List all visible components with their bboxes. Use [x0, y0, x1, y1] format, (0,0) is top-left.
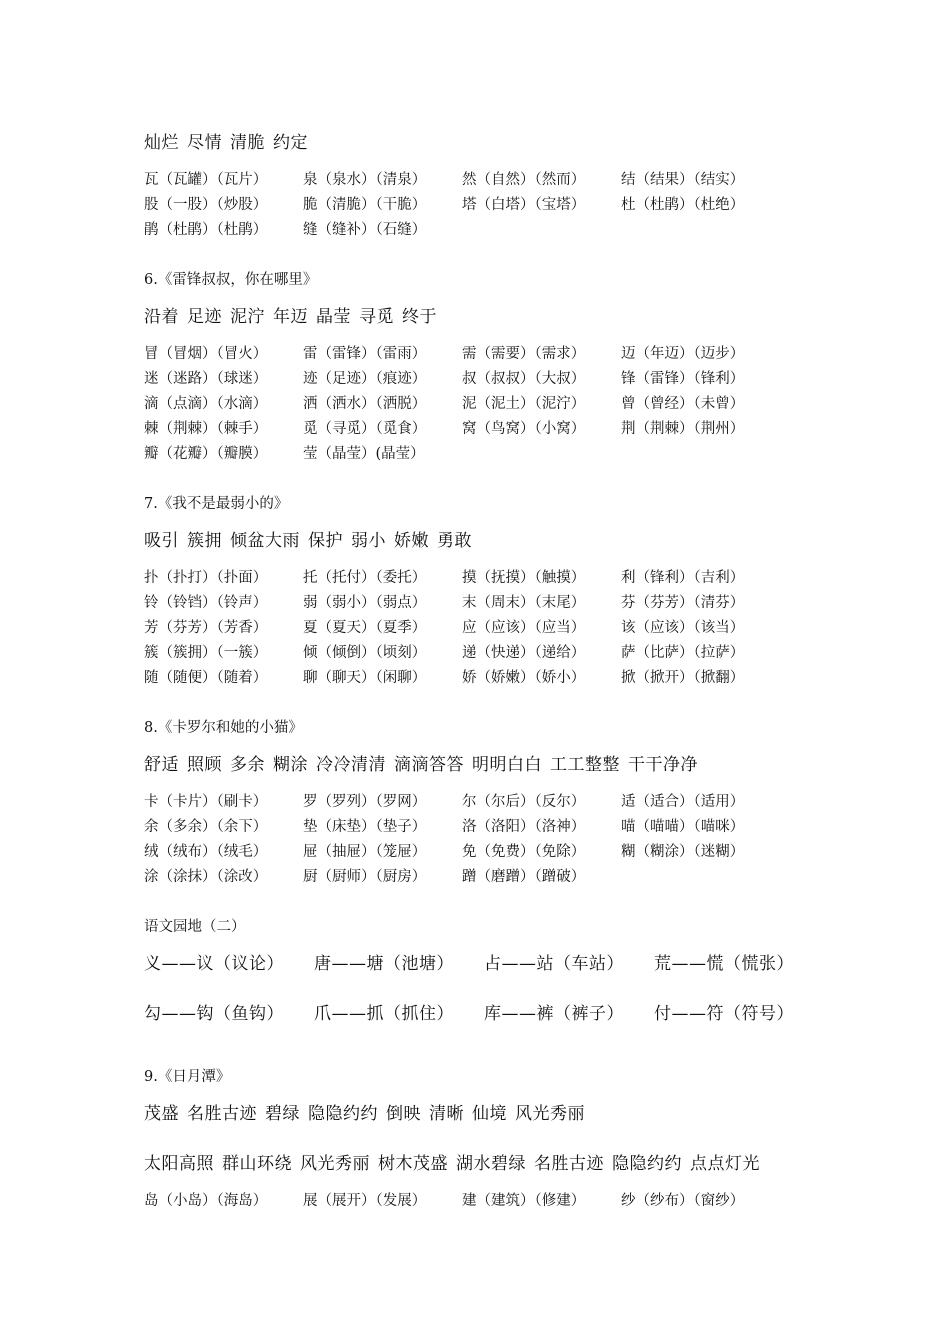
vocab-word: 吸引 [144, 531, 179, 551]
char-row [144, 666, 780, 687]
vocab-word: 仙境 [472, 1104, 507, 1124]
char-entry: 免（免费）（免除） [462, 844, 586, 860]
vocab-words-s9 [144, 1099, 593, 1124]
char-entry: 雷（雷锋）（雷雨） [303, 346, 427, 362]
section-title: 7.《我不是最弱小的》 [144, 496, 289, 512]
vocab-word: 风光秀丽 [300, 1154, 370, 1174]
char-entry: 聊（聊天）（闲聊） [303, 670, 427, 686]
char-entry: 托（托付）（委托） [303, 570, 427, 586]
vocab-word: 名胜古迹 [187, 1104, 257, 1124]
char-row [144, 790, 780, 811]
vocab-word: 尽情 [187, 133, 222, 153]
char-entry: 瓣（花瓣）（瓣膜） [144, 446, 268, 462]
char-entry: 瓦（瓦罐）（瓦片） [144, 172, 268, 188]
char-row [144, 1189, 780, 1210]
vocab-word: 簇拥 [187, 531, 222, 551]
char-entry: 卡（卡片）（刷卡） [144, 794, 268, 810]
char-entry: 纱（纱布）（窗纱） [621, 1193, 745, 1209]
char-entry: 泥（泥土）（泥泞） [462, 396, 586, 412]
vocab-word: 茂盛 [144, 1104, 179, 1124]
garden-row [144, 949, 824, 974]
char-row [144, 442, 462, 463]
char-entry: 需（需要）（需求） [462, 346, 586, 362]
char-entry: 塔（白塔）（宝塔） [462, 197, 586, 213]
char-entry: 绒（绒布）（绒毛） [144, 844, 268, 860]
char-entry: 岛（小岛）（海岛） [144, 1193, 268, 1209]
char-entry: 洛（洛阳）（洛神） [462, 819, 586, 835]
vocab-word: 泥泞 [230, 307, 265, 327]
vocab-word: 勇敢 [437, 531, 472, 551]
char-entry: 迷（迷路）（球迷） [144, 371, 268, 387]
char-entry: 洒（洒水）（洒脱） [303, 396, 427, 412]
char-entry: 结（结果）（结实） [621, 172, 745, 188]
char-entry: 厨（厨师）（厨房） [303, 869, 427, 885]
char-entry: 展（展开）（发展） [303, 1193, 427, 1209]
char-entry: 然（自然）（然而） [462, 172, 586, 188]
char-entry: 铃（铃铛）（铃声） [144, 595, 268, 611]
char-entry: 罗（罗列）（罗网） [303, 794, 427, 810]
vocab-word: 沿着 [144, 307, 179, 327]
vocab-word: 太阳高照 [144, 1154, 214, 1174]
char-entry: 杜（杜鹃）（杜绝） [621, 197, 745, 213]
char-row [144, 566, 780, 587]
char-entry: 摸（抚摸）（触摸） [462, 570, 586, 586]
vocab-word: 风光秀丽 [515, 1104, 585, 1124]
vocab-word: 多余 [230, 755, 265, 775]
char-entry: 泉（泉水）（清泉） [303, 172, 427, 188]
vocab-word: 隐隐约约 [308, 1104, 378, 1124]
vocab-word: 群山环绕 [222, 1154, 292, 1174]
char-row [144, 218, 462, 239]
vocab-word: 滴滴答答 [394, 755, 464, 775]
char-entry: 曾（曾经）（未曾） [621, 396, 745, 412]
char-entry: 莹（晶莹）(晶莹） [303, 446, 425, 462]
char-pair: 义——议（议论） [144, 954, 284, 974]
char-entry: 应（应该）（应当） [462, 620, 586, 636]
char-entry: 娇（娇嫩）（娇小） [462, 670, 586, 686]
char-entry: 屉（抽屉）（笼屉） [303, 844, 427, 860]
char-row [144, 840, 780, 861]
vocab-word: 碧绿 [265, 1104, 300, 1124]
phrase-words-s9 [144, 1149, 768, 1174]
vocab-word: 工工整整 [550, 755, 620, 775]
char-row [144, 367, 780, 388]
char-entry: 夏（夏天）（夏季） [303, 620, 427, 636]
vocab-word: 舒适 [144, 755, 179, 775]
char-pair: 勾——钩（鱼钩） [144, 1004, 284, 1024]
char-entry: 建（建筑）（修建） [462, 1193, 586, 1209]
vocab-word: 倾盆大雨 [230, 531, 300, 551]
vocab-word: 约定 [273, 133, 308, 153]
garden-row [144, 999, 824, 1024]
section-title: 6.《雷锋叔叔，你在哪里》 [144, 272, 318, 288]
section-title: 8.《卡罗尔和她的小猫》 [144, 720, 303, 736]
vocab-word: 照顾 [187, 755, 222, 775]
vocab-word: 晶莹 [316, 307, 351, 327]
vocab-word: 娇嫩 [394, 531, 429, 551]
vocab-word: 年迈 [273, 307, 308, 327]
char-row [144, 417, 780, 438]
vocab-word: 寻觅 [359, 307, 394, 327]
vocab-word: 干干净净 [628, 755, 698, 775]
char-entry: 蹭（磨蹭）（蹭破） [462, 869, 586, 885]
vocab-word: 名胜古迹 [534, 1154, 604, 1174]
char-entry: 股（一股）（炒股） [144, 197, 268, 213]
char-entry: 簇（簇拥）（一簇） [144, 645, 268, 661]
char-entry: 滴（点滴）（水滴） [144, 396, 268, 412]
char-pair: 唐——塘（池塘） [314, 954, 454, 974]
char-row [144, 392, 780, 413]
char-entry: 掀（掀开）（掀翻） [621, 670, 745, 686]
char-entry: 倾（倾倒）（顷刻） [303, 645, 427, 661]
section-title: 语文园地（二） [144, 919, 246, 935]
char-row [144, 641, 780, 662]
char-entry: 喵（喵喵）（喵咪） [621, 819, 745, 835]
vocab-word: 保护 [308, 531, 343, 551]
char-entry: 芳（芬芳）（芳香） [144, 620, 268, 636]
char-entry: 棘（荆棘）（棘手） [144, 421, 268, 437]
char-entry: 涂（涂抹）（涂改） [144, 869, 268, 885]
char-entry: 适（适合）（适用） [621, 794, 745, 810]
char-row [144, 193, 780, 214]
char-pair: 爪——抓（抓住） [314, 1004, 454, 1024]
vocab-word: 隐隐约约 [612, 1154, 682, 1174]
section-title: 9.《日月潭》 [144, 1069, 231, 1085]
vocab-word: 灿烂 [144, 133, 179, 153]
char-row [144, 616, 780, 637]
char-entry: 利（锋利）（吉利） [621, 570, 745, 586]
char-entry: 弱（弱小）（弱点） [303, 595, 427, 611]
char-entry: 荆（荆棘）（荆州） [621, 421, 745, 437]
char-row [144, 815, 780, 836]
char-row [144, 865, 621, 886]
vocab-words-s8 [144, 750, 706, 775]
vocab-word: 清脆 [230, 133, 265, 153]
char-entry: 该（应该）（该当） [621, 620, 745, 636]
char-entry: 末（周末）（末尾） [462, 595, 586, 611]
char-entry: 尔（尔后）（反尔） [462, 794, 586, 810]
vocab-word: 湖水碧绿 [456, 1154, 526, 1174]
char-entry: 扑（扑打）（扑面） [144, 570, 268, 586]
char-entry: 余（多余）（余下） [144, 819, 268, 835]
vocab-word: 点点灯光 [690, 1154, 760, 1174]
vocab-word: 冷冷清清 [316, 755, 386, 775]
char-row [144, 591, 780, 612]
vocab-word: 糊涂 [273, 755, 308, 775]
char-pair: 付——符（符号） [654, 1004, 794, 1024]
char-entry: 芬（芬芳）（清芬） [621, 595, 745, 611]
vocab-word: 明明白白 [472, 755, 542, 775]
vocab-word: 终于 [402, 307, 437, 327]
char-entry: 递（快递）（递给） [462, 645, 586, 661]
char-entry: 糊（糊涂）（迷糊） [621, 844, 745, 860]
vocab-word: 弱小 [351, 531, 386, 551]
char-entry: 萨（比萨）（拉萨） [621, 645, 745, 661]
char-entry: 垫（床垫）（垫子） [303, 819, 427, 835]
char-entry: 叔（叔叔）（大叔） [462, 371, 586, 387]
char-pair: 占——站（车站） [484, 954, 624, 974]
char-row [144, 168, 780, 189]
char-entry: 觅（寻觅）（觅食） [303, 421, 427, 437]
char-entry: 鹃（杜鹃）（杜鹃） [144, 222, 268, 238]
char-pair: 库——裤（裤子） [484, 1004, 624, 1024]
char-entry: 迹（足迹）（痕迹） [303, 371, 427, 387]
char-entry: 窝（鸟窝）（小窝） [462, 421, 586, 437]
char-entry: 迈（年迈）（迈步） [621, 346, 745, 362]
vocab-word: 清晰 [429, 1104, 464, 1124]
char-entry: 锋（雷锋）（锋利） [621, 371, 745, 387]
vocab-words-s5 [144, 128, 316, 153]
char-row [144, 342, 780, 363]
vocab-word: 足迹 [187, 307, 222, 327]
char-entry: 随（随便）（随着） [144, 670, 268, 686]
vocab-word: 倒映 [386, 1104, 421, 1124]
vocab-words-s7 [144, 526, 480, 551]
char-entry: 缝（缝补）（石缝） [303, 222, 427, 238]
char-entry: 冒（冒烟）（冒火） [144, 346, 268, 362]
char-entry: 脆（清脆）（干脆） [303, 197, 427, 213]
char-pair: 荒——慌（慌张） [654, 954, 794, 974]
vocab-words-s6 [144, 302, 445, 327]
vocab-word: 树木茂盛 [378, 1154, 448, 1174]
